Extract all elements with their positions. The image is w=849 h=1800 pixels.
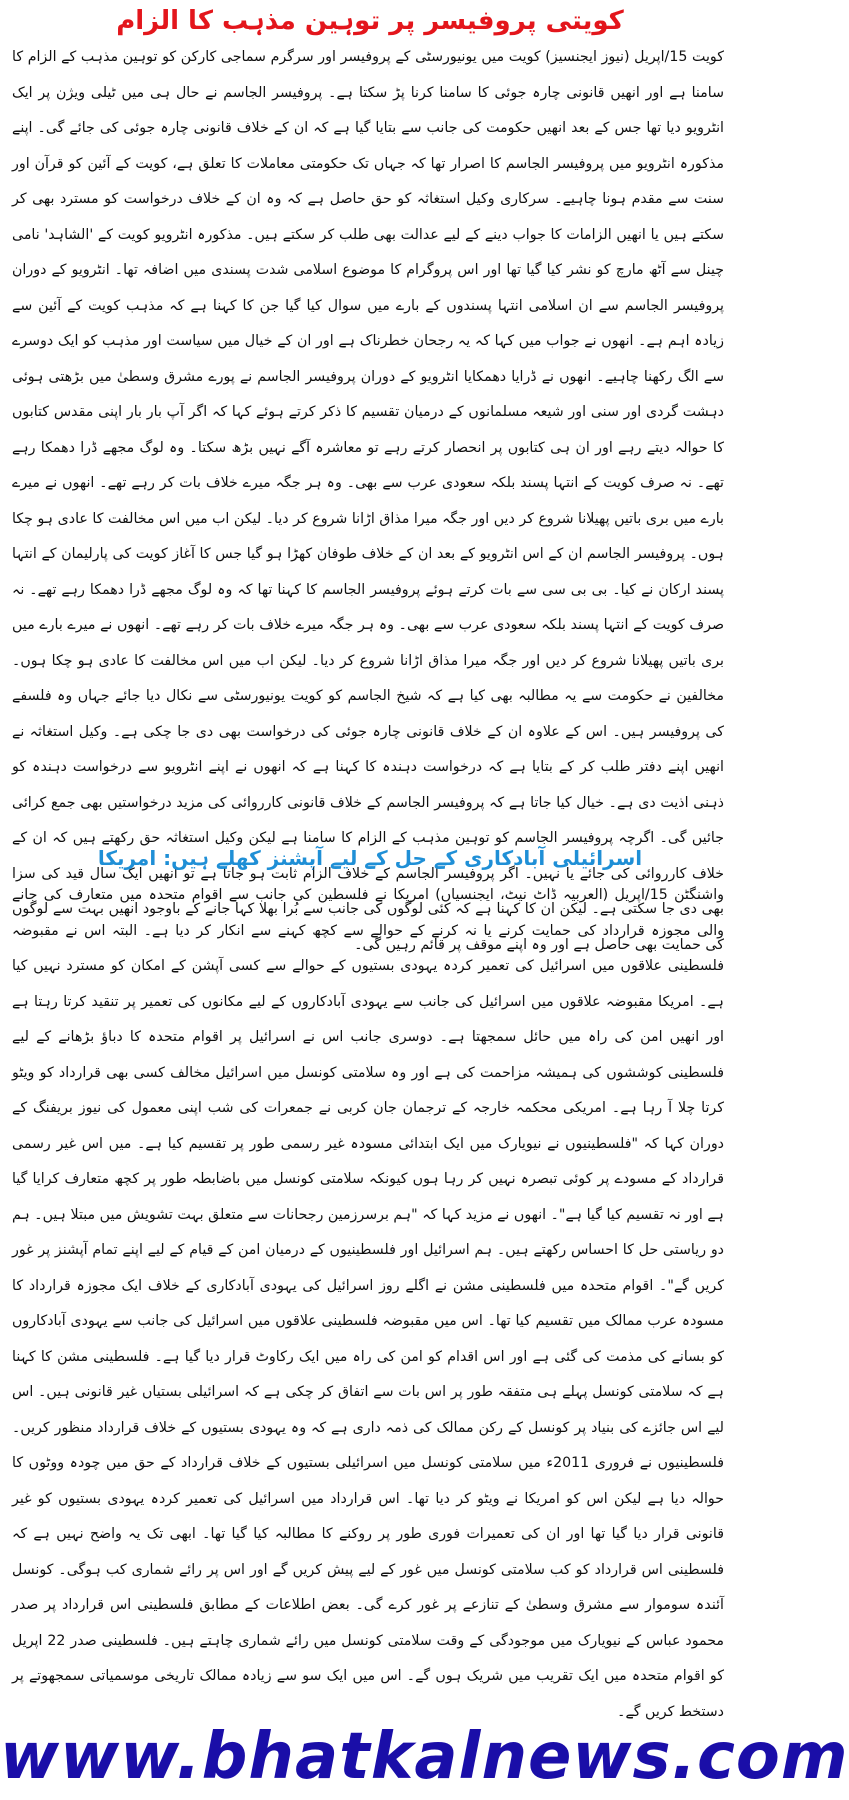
article2-body: واشنگٹن 15/اپریل (العربیہ ڈاٹ نیٹ، ایجنسیاں) امریکا نے فلسطین کی جانب سے اقوام متحدہ میں متعارف کی جانے والی مجوزہ قرارداد کی حمایت کرنے یا نہ کرنے کے حوالے سے کچھ کہنے سے انکار کر دیا ہے۔ البتہ اس نے مقبوضہ فلسطینی علاقوں میں اسرائیل کی تعمیر کردہ یہودی بستیوں کے حوالے سے کسی آپشن کے امکان کو مسترد نہیں کیا ہے۔ امریکا مقبوضہ علاقوں میں اسرائیل کی جانب سے یہودی آبادکاروں کے لیے مکانوں کی تعمیر پر تنقید کرتا رہتا ہے اور انھیں امن کی راہ میں حائل سمجھتا ہے۔ دوسری جانب اس نے اسرائیل پر اقوام متحدہ کا دباؤ بڑھانے کے لیے فلسطینی کوششوں کی ہمیشہ مزاحمت کی ہے اور وہ سلامتی کونسل میں اسرائیل مخالف کسی بھی قرارداد کو ویٹو کرتا چلا آ رہا ہے۔ امریکی محکمہ خارجہ کے ترجمان جان کربی نے جمعرات کی شب اپنی معمول کی نیوز بریفنگ کے دوران کہا کہ "فلسطینیوں نے نیویارک میں ایک ابتدائی مسودہ غیر رسمی طور پر تقسیم کیا ہے۔ میں اس غیر رسمی قرارداد کے مسودے پر کوئی تبصرہ نہیں کر رہا ہوں کیونکہ سلامتی کونسل میں باضابطہ طور پر کچھ متعارف کرایا گیا ہے اور نہ تقسیم کیا گیا ہے"۔ انھوں نے مزید کہا کہ "ہم برسرزمین رجحانات سے متعلق بہت تشویش میں مبتلا ہیں۔ ہم دو ریاستی حل کا احساس رکھتے ہیں۔ ہم اسرائیل اور فلسطینیوں کے درمیان امن کے قیام کے لیے اپنے تمام آپشنز پر غور کریں گے"۔ اقوام متحدہ میں فلسطینی مشن نے اگلے روز اسرائیل کی یہودی آبادکاری کے خلاف ایک مجوزہ قرارداد کا مسودہ عرب ممالک میں تقسیم کیا تھا۔ اس میں مقبوضہ فلسطینی علاقوں میں اسرائیل کی جانب سے یہودی آبادکاروں کو بسانے کی مذمت کی گئی ہے اور اس اقدام کو امن کی راہ میں ایک رکاوٹ قرار دیا گیا ہے۔ فلسطینی مشن کا کہنا ہے کہ سلامتی کونسل پہلے ہی متفقہ طور پر اس بات سے اتفاق کر چکی ہے کہ اسرائیلی بستیاں غیر قانونی ہیں۔ اس لیے اس جائزے کی بنیاد پر کونسل کے رکن ممالک کی ذمہ داری ہے کہ وہ یہودی بستیوں کے خلاف قرارداد منظور کریں۔ فلسطینیوں نے فروری 2011ء میں سلامتی کونسل میں اسرائیلی بستیوں کے خلاف قرارداد کے حق میں چودہ ووٹوں کا حوالہ دیا ہے لیکن اس کو امریکا نے ویٹو کر دیا تھا۔ اس قرارداد میں اسرائیل کی تعمیر کردہ یہودی بستیوں کو غیر قانونی قرار دیا گیا تھا اور ان کی تعمیرات فوری طور پر روکنے کا مطالبہ کیا گیا تھا۔ ابھی تک یہ واضح نہیں ہے کہ فلسطینی اس قرارداد کو کب سلامتی کونسل میں غور کے لیے پیش کریں گے اور اس پر رائے شماری کب ہوگی۔ کونسل آئندہ سوموار سے مشرق وسطیٰ کے تنازعے پر غور کرے گی۔ بعض اطلاعات کے مطابق فلسطینی اس قرارداد پر صدر محمود عباس کے نیویارک میں موجودگی کے وقت سلامتی کونسل میں رائے شماری چاہتے ہیں۔ فلسطینی صدر 22 اپریل کو اقوام متحدہ میں ایک تقریب میں شریک ہوں گے۔ اس میں ایک سو سے زیادہ ممالک تاریخی موسمیاتی سمجھوتے پر دستخط کریں گے۔ bbox=[12, 887, 724, 1720]
article1-headline: کویتی پروفیسر پر توہین مذہب کا الزام bbox=[116, 6, 624, 36]
article2-headline: اسرائیلی آبادکاری کے حل کے لیے آپشنز کھلے ہیں: امریکا bbox=[97, 846, 643, 870]
article1-body: کویت 15/اپریل (نیوز ایجنسیز) کویت میں یونیورسٹی کے پروفیسر اور سرگرم سماجی کارکن کو توہین مذہب کے الزام کا سامنا ہے اور انھیں قانونی چارہ جوئی کا سامنا کرنا پڑ سکتا ہے۔ پروفیسر الجاسم نے حال ہی میں ٹیلی ویژن پر ایک انٹرویو دیا تھا جس کے بعد انھیں حکومت کی جانب سے بتایا گیا ہے کہ ان کے خلاف قانونی چارہ جوئی کی جائے گی۔ اپنے مذکورہ انٹرویو میں پروفیسر الجاسم کا اصرار تھا کہ جہاں تک حکومتی معاملات کا تعلق ہے، کویت کے آئین کو قرآن اور سنت سے مقدم ہونا چاہیے۔ سرکاری وکیل استغاثہ کو حق حاصل ہے کہ وہ ان کے خلاف درخواست کو مسترد بھی کر سکتے ہیں یا انھیں الزامات کا جواب دینے کے لیے عدالت بھی طلب کر سکتے ہیں۔ مذکورہ انٹرویو کویت کے 'الشاہد' نامی چینل سے آٹھ مارچ کو نشر کیا گیا تھا اور اس پروگرام کا موضوع اسلامی شدت پسندی میں اضافہ تھا۔ انٹرویو کے دوران پروفیسر الجاسم سے ان اسلامی انتہا پسندوں کے بارے میں سوال کیا گیا جن کا کہنا ہے کہ مذہب کویت کے آئین سے زیادہ اہم ہے۔ انھوں نے جواب میں کہا کہ یہ رجحان خطرناک ہے اور ان کے خیال میں سیاست اور مذہب کو ایک دوسرے سے الگ رکھنا چاہیے۔ انھوں نے ڈرایا دھمکایا انٹرویو کے دوران پروفیسر الجاسم نے پورے مشرق وسطیٰ میں بڑھتی ہوئی دہشت گردی اور سنی اور شیعہ مسلمانوں کے درمیان تقسیم کا ذکر کرتے ہوئے کہا کہ اگر آپ بار بار اپنی مقدس کتابوں کا حوالہ دیتے رہے اور ان ہی کتابوں پر انحصار کرتے رہے تو معاشرہ آگے نہیں بڑھ سکتا۔ وہ لوگ مجھے ڈرا دھمکا رہے تھے۔ نہ صرف کویت کے انتہا پسند بلکہ سعودی عرب سے بھی۔ وہ ہر جگہ میرے خلاف بات کر رہے تھے۔ انھوں نے میرے بارے میں بری باتیں پھیلانا شروع کر دیں اور جگہ میرا مذاق اڑانا شروع کر دیا۔ لیکن اب میں اس مخالفت کا عادی ہو چکا ہوں۔ پروفیسر الجاسم ان کے اس انٹرویو کے بعد ان کے خلاف طوفان کھڑا ہو گیا جس کا آغاز کویت کی پارلیمان کے انتہا پسند ارکان نے کیا۔ بی بی سی سے بات کرتے ہوئے پروفیسر الجاسم کا کہنا تھا کہ وہ لوگ مجھے ڈرا دھمکا رہے تھے۔ نہ صرف کویت کے انتہا پسند بلکہ سعودی عرب سے بھی۔ وہ ہر جگہ میرے خلاف بات کر رہے تھے۔ انھوں نے میرے بارے میں بری باتیں پھیلانا شروع کر دیں اور جگہ میرا مذاق اڑانا شروع کر دیا۔ لیکن اب میں اس مخالفت کا عادی ہو چکا ہوں۔ مخالفین نے حکومت سے یہ مطالبہ بھی کیا ہے کہ شیخ الجاسم کو کویت یونیورسٹی سے نکال دیا جائے جہاں وہ فلسفے کی پروفیسر ہیں۔ اس کے علاوہ ان کے خلاف قانونی چارہ جوئی کی درخواست بھی دی جا چکی ہے۔ وکیل استغاثہ نے انھیں اپنے دفتر طلب کر کے بتایا ہے کہ درخواست دہندہ کا کہنا ہے کہ انھوں نے اپنے انٹرویو سے درخواست دہندہ کو ذہنی اذیت دی ہے۔ خیال کیا جاتا ہے کہ پروفیسر الجاسم کے خلاف قانونی کارروائی کی مزید درخواستیں بھی جمع کرائی جائیں گی۔ اگرچہ پروفیسر الجاسم کو توہین مذہب کے الزام کا سامنا ہے لیکن وکیل استغاثہ حق رکھتے ہیں کہ ان کے خلاف کارروائی کی جائے یا نہیں۔ اگر پروفیسر الجاسم کے خلاف الزام ثابت ہو جاتا ہے تو انھیں ایک سال قید کی سزا بھی دی جا سکتی ہے۔ لیکن ان کا کہنا ہے کہ کئی لوگوں کی جانب سے بُرا بھلا کہا جانے کے باوجود انھیں بہت سے لوگوں کی حمایت بھی حاصل ہے اور وہ اپنے موقف پر قائم رہیں گی۔ bbox=[12, 49, 724, 953]
site-url-banner: www.bhatkalnews.com bbox=[0, 1720, 849, 1794]
